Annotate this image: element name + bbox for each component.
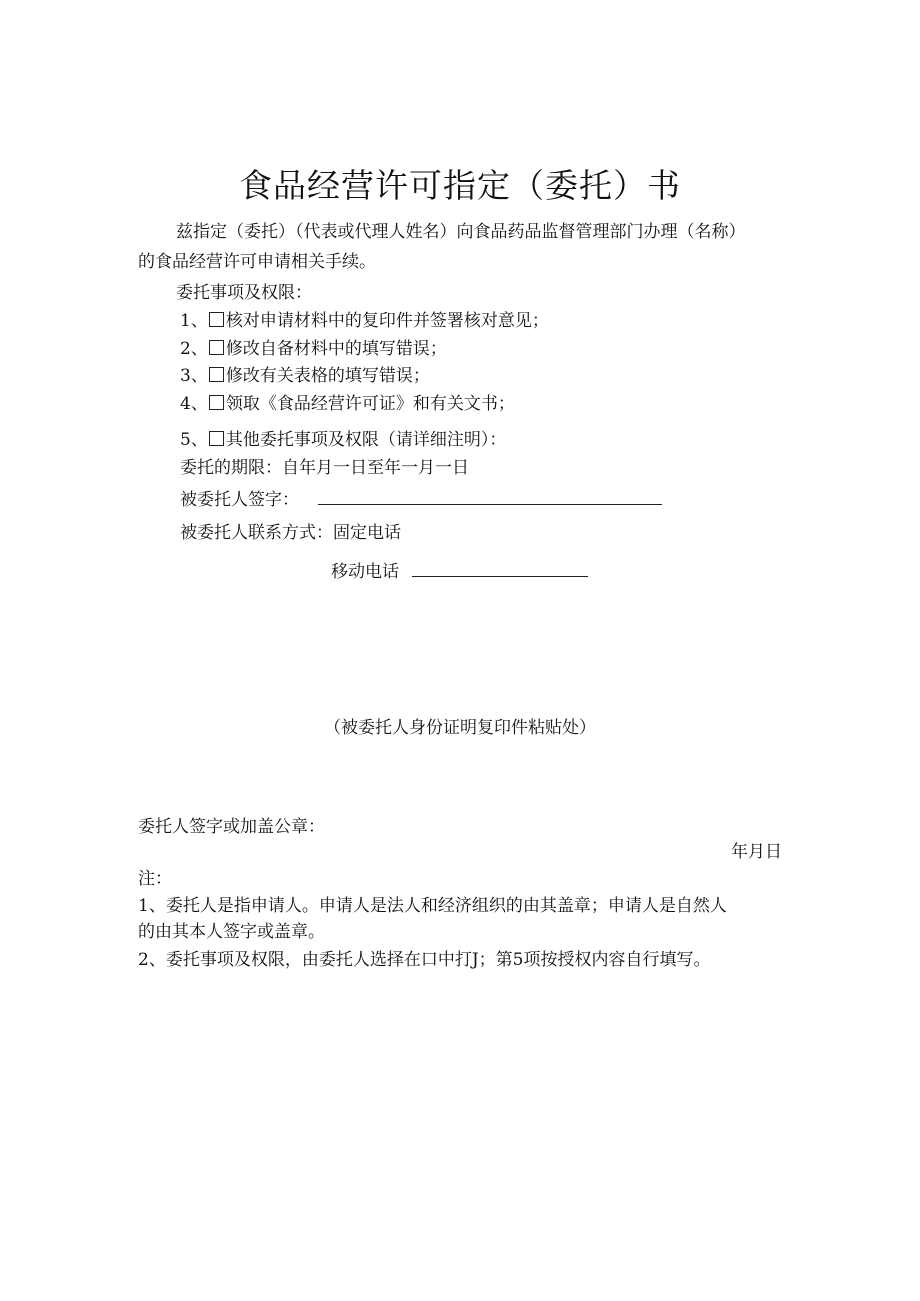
- scope-item-5: [180, 428, 506, 452]
- mobile-phone-row: [331, 558, 588, 584]
- item-text: 核对申请材料中的复印件并签署核对意见；: [225, 311, 549, 331]
- scope-item-2: [180, 337, 447, 361]
- trustee-signature-field[interactable]: [318, 486, 662, 505]
- mobile-phone-label: 移动电话: [331, 562, 399, 582]
- mobile-phone-field[interactable]: [412, 558, 588, 577]
- id-copy-placeholder: （被委托人身份证明复印件粘贴处）: [324, 718, 596, 738]
- date-label: 年月日: [731, 842, 782, 862]
- intro-line-2: 的食品经营许可申请相关手续。: [138, 252, 376, 272]
- principal-signature-label: 委托人签字或加盖公章：: [138, 817, 325, 837]
- checkbox[interactable]: [209, 312, 224, 327]
- checkbox[interactable]: [209, 395, 224, 410]
- intro-line-1: 兹指定（委托）（代表或代理人姓名）向食品药品监督管理部门办理（名称）: [176, 222, 746, 242]
- note-1-line-1: 1、委托人是指申请人。申请人是法人和经济组织的由其盖章；申请人是自然人: [138, 896, 727, 916]
- trustee-contact-phone: 被委托人联系方式：固定电话: [180, 523, 401, 543]
- scope-item-1: [180, 309, 549, 333]
- checkbox[interactable]: [209, 431, 224, 446]
- scope-item-4: [180, 392, 515, 416]
- trustee-signature-row: [180, 486, 662, 512]
- item-text: 修改自备材料中的填写错误；: [225, 339, 447, 359]
- checkbox[interactable]: [209, 367, 224, 382]
- checkbox[interactable]: [209, 340, 224, 355]
- document-title: 食品经营许可指定（委托）书: [239, 166, 681, 205]
- scope-item-3: [180, 364, 430, 388]
- notes-label: 注：: [138, 869, 172, 889]
- trustee-signature-label: 被委托人签字：: [180, 490, 299, 510]
- note-1-line-2: 的由其本人签字或盖章。: [138, 922, 325, 942]
- item-number: 1、: [180, 311, 208, 331]
- note-2: 2、委托事项及权限，由委托人选择在口中打J；第5项按授权内容自行填写。: [138, 950, 711, 970]
- scope-heading: 委托事项及权限：: [176, 283, 312, 303]
- item-text: 修改有关表格的填写错误；: [225, 366, 430, 386]
- item-number: 5、: [180, 430, 208, 450]
- entrust-period: 委托的期限：自年月一日至年一月一日: [180, 458, 469, 478]
- item-number: 3、: [180, 366, 208, 386]
- item-number: 2、: [180, 339, 208, 359]
- item-text: 领取《食品经营许可证》和有关文书；: [225, 394, 515, 414]
- item-number: 4、: [180, 394, 208, 414]
- item-text: 其他委托事项及权限（请详细注明）：: [225, 430, 507, 450]
